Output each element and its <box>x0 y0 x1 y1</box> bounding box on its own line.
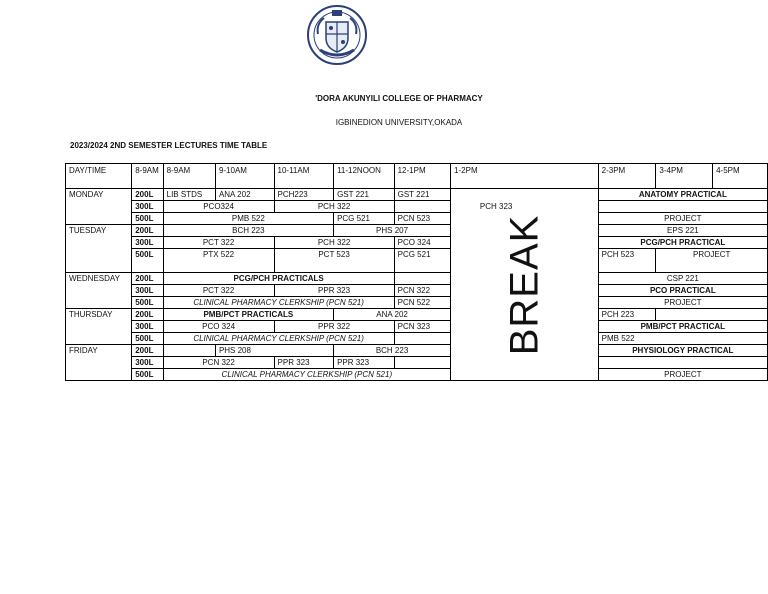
table-row <box>66 249 768 273</box>
col-header: 9-10AM <box>215 164 274 189</box>
course-cell: PROJECT <box>598 297 767 309</box>
timetable <box>65 163 768 381</box>
timetable-title: 2023/2024 2ND SEMESTER LECTURES TIME TABLE <box>70 141 268 150</box>
table-row <box>66 357 768 369</box>
col-header: DAY/TIME <box>66 164 132 189</box>
col-header: 4-5PM <box>713 164 768 189</box>
col-header: 10-11AM <box>274 164 334 189</box>
table-row <box>66 309 768 321</box>
course-cell: PCO 324 <box>163 321 274 333</box>
level-label: 200L <box>132 309 163 321</box>
level-label: 500L <box>132 297 163 309</box>
course-cell: PCT 322 <box>163 285 274 297</box>
course-cell: CLINICAL PHARMACY CLERKSHIP (PCN 521) <box>163 369 450 381</box>
course-cell: PCH 523 <box>598 249 656 273</box>
day-label: THURSDAY <box>66 309 132 345</box>
course-cell: PCT 523 <box>274 249 394 273</box>
course-cell: BCH 223 <box>334 345 451 357</box>
table-row <box>66 189 768 201</box>
table-row <box>66 273 768 285</box>
col-header: 8-9AM <box>132 164 163 189</box>
table-row <box>66 345 768 357</box>
table-row <box>66 297 768 309</box>
course-cell: PCO PRACTICAL <box>598 285 767 297</box>
course-cell: PPR 323 <box>274 285 394 297</box>
table-row <box>66 369 768 381</box>
course-cell: PHYSIOLOGY PRACTICAL <box>598 345 767 357</box>
table-row <box>66 237 768 249</box>
course-cell: PMB/PCT PRACTICAL <box>598 321 767 333</box>
empty-cell <box>394 333 450 345</box>
level-label: 300L <box>132 237 163 249</box>
level-label: 300L <box>132 357 163 369</box>
course-cell: PTX 522 <box>163 249 274 273</box>
course-cell: PMB 522 <box>598 333 767 345</box>
course-cell: PCH 322 <box>274 201 394 213</box>
course-cell: PCO 324 <box>394 237 450 249</box>
course-cell: PCH 322 <box>274 237 394 249</box>
course-cell: PCH223 <box>274 189 334 201</box>
course-cell: PCH 323 <box>394 201 598 213</box>
course-cell: ANA 202 <box>215 189 274 201</box>
course-cell: BCH 223 <box>163 225 333 237</box>
empty-cell <box>394 273 450 285</box>
course-cell: PPR 322 <box>274 321 394 333</box>
table-row <box>66 225 768 237</box>
course-cell: EPS 221 <box>598 225 767 237</box>
university-name: IGBINEDION UNIVERSITY,OKADA <box>335 118 463 127</box>
table-row <box>66 285 768 297</box>
course-cell: GST 221 <box>334 189 395 201</box>
course-cell: PPR 323 <box>274 357 334 369</box>
level-label: 500L <box>132 333 163 345</box>
day-label: FRIDAY <box>66 345 132 381</box>
empty-cell <box>163 345 215 357</box>
level-label: 200L <box>132 189 163 201</box>
course-cell: PCN 522 <box>394 297 450 309</box>
course-cell: PCT 322 <box>163 237 274 249</box>
table-row <box>66 321 768 333</box>
break-column <box>451 189 599 381</box>
course-cell: PCG/PCH PRACTICALS <box>163 273 394 285</box>
course-cell: ANA 202 <box>334 309 451 321</box>
day-label: WEDNESDAY <box>66 273 132 309</box>
col-header: 12-1PM <box>394 164 450 189</box>
course-cell: PMB 522 <box>163 213 333 225</box>
course-cell: PCH 223 <box>598 309 656 321</box>
college-crest-logo <box>306 4 368 66</box>
course-cell: PROJECT <box>656 249 768 273</box>
course-cell: PROJECT <box>598 369 767 381</box>
level-label: 200L <box>132 345 163 357</box>
course-cell: ANATOMY PRACTICAL <box>598 189 767 201</box>
course-cell: GST 221 <box>394 189 450 201</box>
day-label: MONDAY <box>66 189 132 225</box>
course-cell: PPR 323 <box>334 357 395 369</box>
course-cell: LIB STDS <box>163 189 215 201</box>
course-cell: CSP 221 <box>598 273 767 285</box>
table-row <box>66 201 768 213</box>
course-cell: PMB/PCT PRACTICALS <box>163 309 333 321</box>
level-label: 300L <box>132 285 163 297</box>
table-row <box>66 333 768 345</box>
course-cell: PCN 322 <box>394 285 450 297</box>
course-cell: PROJECT <box>598 213 767 225</box>
course-cell: PCG 521 <box>394 249 450 273</box>
empty-cell <box>598 357 767 369</box>
level-label: 200L <box>132 273 163 285</box>
col-header: 3-4PM <box>656 164 713 189</box>
course-cell: CLINICAL PHARMACY CLERKSHIP (PCN 521) <box>163 333 394 345</box>
level-label: 300L <box>132 321 163 333</box>
course-cell: PHS 208 <box>215 345 333 357</box>
empty-cell <box>394 357 450 369</box>
col-header: 1-2PM <box>451 164 599 189</box>
col-header: 2-3PM <box>598 164 656 189</box>
level-label: 500L <box>132 213 163 225</box>
course-cell: PCG/PCH PRACTICAL <box>598 237 767 249</box>
level-label: 200L <box>132 225 163 237</box>
course-cell: CLINICAL PHARMACY CLERKSHIP (PCN 521) <box>163 297 394 309</box>
course-cell: PCN 322 <box>163 357 274 369</box>
course-cell: PCG 521 <box>334 213 395 225</box>
table-row <box>66 213 768 225</box>
level-label: 300L <box>132 201 163 213</box>
col-header: 8-9AM <box>163 164 215 189</box>
level-label: 500L <box>132 369 163 381</box>
college-name: 'DORA AKUNYILI COLLEGE OF PHARMACY <box>315 94 483 103</box>
course-cell: PCO324 <box>163 201 274 213</box>
level-label: 500L <box>132 249 163 273</box>
col-header: 11-12NOON <box>334 164 395 189</box>
course-cell: PHS 207 <box>334 225 451 237</box>
header-row <box>66 164 768 189</box>
break-label: BREAK <box>502 214 547 355</box>
course-cell: PCN 523 <box>394 213 450 225</box>
empty-cell <box>598 201 767 213</box>
day-label: TUESDAY <box>66 225 132 273</box>
course-cell: PCN 323 <box>394 321 450 333</box>
empty-cell <box>656 309 768 321</box>
